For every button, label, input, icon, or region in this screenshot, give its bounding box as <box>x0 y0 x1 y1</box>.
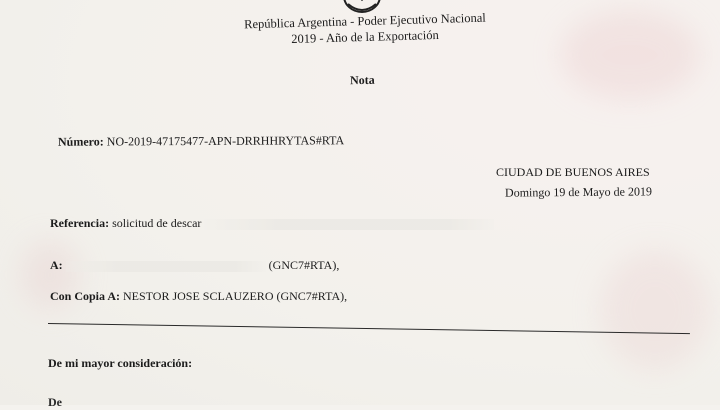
date: Domingo 19 de Mayo de 2019 <box>504 184 653 200</box>
referencia-line <box>50 216 494 231</box>
destinatario-label: A: <box>50 258 63 272</box>
numero-label: Número: <box>57 134 104 149</box>
salutation: De mi mayor consideración: <box>48 356 193 370</box>
redacted-area <box>204 219 494 230</box>
body-text-start: De <box>48 395 62 409</box>
redacted-area <box>66 261 266 272</box>
copia-label: Con Copia A: <box>50 289 121 303</box>
header-line-1: República Argentina - Poder Ejecutivo Nacional <box>243 10 486 32</box>
numero-line <box>58 133 344 149</box>
referencia-label: Referencia: <box>50 216 110 230</box>
referencia-value: solicitud de descar <box>112 216 202 230</box>
copia-value: NESTOR JOSE SCLAUZERO (GNC7#RTA), <box>123 289 348 303</box>
divider <box>48 323 690 334</box>
numero-value: NO-2019-47175477-APN-DRRHHRYTAS#RTA <box>106 133 345 149</box>
copia-line <box>50 289 347 304</box>
header-line-2: 2019 - Año de la Exportación <box>291 27 439 47</box>
place: CIUDAD DE BUENOS AIRES <box>496 165 650 179</box>
document-type: Nota <box>349 72 375 88</box>
destinatario-value: (GNC7#RTA), <box>268 258 340 272</box>
destinatario-line <box>50 258 339 273</box>
